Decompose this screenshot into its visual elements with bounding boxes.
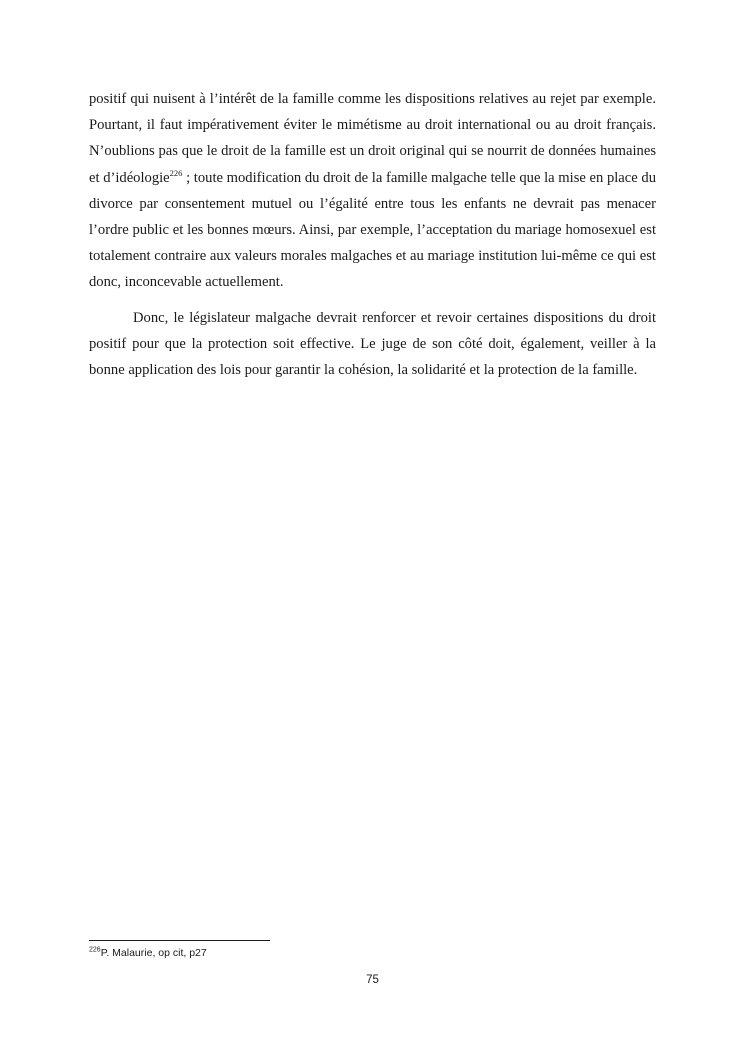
paragraph-1-text-before-note: positif qui nuisent à l’intérêt de la famille comme les dispositions relatives au rejet par exemple. Pourtant, il faut impérativement éviter le mimétisme au droit international ou au droit français. N’oublions pas que le droit de la famille est un droit original qui se nourrit de données humaines et d’idéologie [89,91,656,186]
footnote-number: 226 [89,946,101,954]
paragraph-1-text-after-note: ; toute modification du droit de la famille malgache telle que la mise en place du divorce par consentement mutuel ou l’égalité entre tous les enfants ne devrait pas menacer l’ordre public et les bonnes mœurs. Ainsi, par exemple, l’acceptation du mariage homosexuel est totalement contraire aux valeurs morales malgaches et au mariage institution lui-même ce qui est donc, inconcevable actuellement. [89,169,656,291]
footnote [89,946,207,960]
paragraph-2: Donc, le législateur malgache devrait renforcer et revoir certaines dispositions du droit positif pour que la protection soit effective. Le juge de son côté doit, également, veiller à la bonne application des lois pour garantir la cohésion, la solidarité et la protection de la famille. [89,309,656,379]
footnote-reference[interactable]: 226 [169,167,183,178]
footnote-text: P. Malaurie, op cit, p27 [100,947,207,959]
body-text [89,86,656,392]
footnote-separator [89,940,270,941]
paragraph-1 [89,86,656,296]
page-number: 75 [366,974,379,986]
